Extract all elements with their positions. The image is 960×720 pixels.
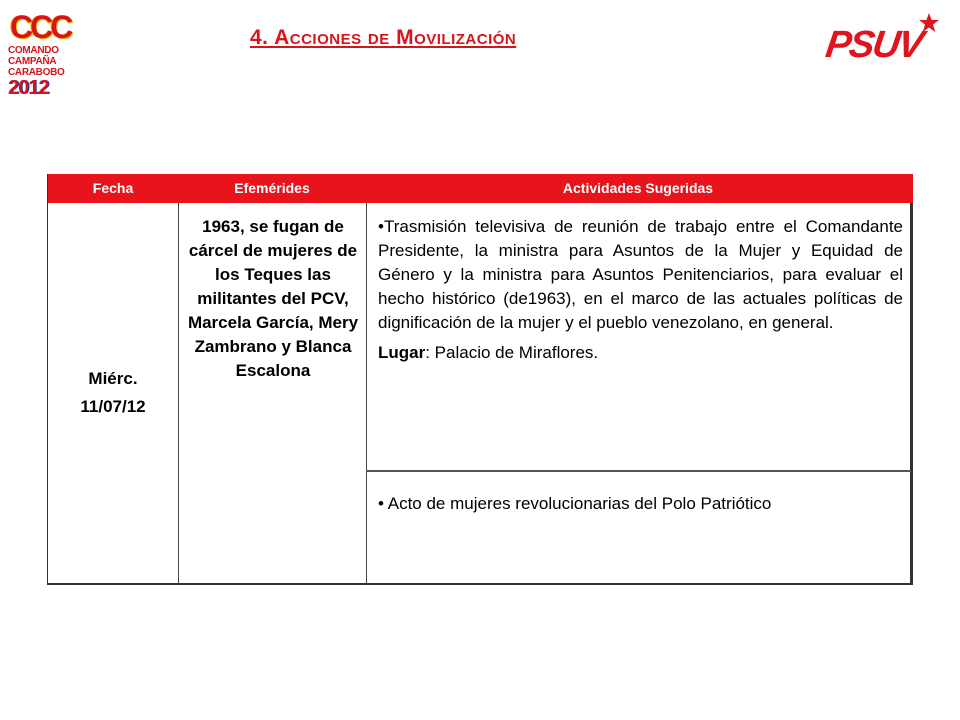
- psuv-logo: [823, 12, 946, 66]
- column-divider: [366, 203, 367, 583]
- psuv-logo-text: PSUV: [823, 24, 925, 66]
- fecha-date: 11/07/12: [80, 397, 146, 416]
- activity-1-text: •Trasmisión televisiva de reunión de trabajo entre el Comandante Presidente, la ministra para Asuntos de la Mujer y Equidad de Género y la ministra para Asuntos Penitenciarios, para evaluar el hecho histórico (de1963), en el marco de las actuales políticas de dignificación de la mujer y el pueblo venezolano, en general.: [378, 217, 903, 332]
- table-header: [48, 174, 913, 203]
- header-actividades: Actividades Sugeridas: [562, 180, 714, 196]
- row-divider: [366, 470, 911, 472]
- activity-cell-1: [378, 215, 903, 365]
- lugar-value: : Palacio de Miraflores.: [425, 343, 599, 362]
- ccc-logo-line-1: COMANDO: [8, 45, 59, 56]
- activity-2-text: • Acto de mujeres revolucionarias del Polo Patriótico: [378, 494, 772, 513]
- ccc-logo-mark: CCC: [10, 9, 71, 45]
- bullet: •: [378, 494, 384, 513]
- efemerides-cell: 1963, se fugan de cárcel de mujeres de los Teques las militantes del PCV, Marcela García, Mery Zambrano y Blanca Escalona: [187, 217, 359, 380]
- ccc-logo-year: 2012: [8, 77, 49, 99]
- lugar-label: Lugar: [378, 343, 426, 362]
- star-icon: [918, 12, 940, 34]
- activity-cell-2: [378, 492, 903, 516]
- ccc-logo: [6, 9, 84, 99]
- header-efemerides: Efemérides: [234, 180, 310, 196]
- fecha-day: Miérc.: [88, 369, 138, 388]
- activity-1-lugar: [378, 341, 903, 365]
- column-divider: [178, 203, 179, 583]
- ccc-logo-line-2: CAMPAÑA: [8, 56, 57, 67]
- bullet: •: [378, 217, 384, 236]
- ccc-logo-line-3: CARABOBO: [8, 67, 65, 78]
- page-title: 4. Acciones de Movilización: [250, 26, 517, 49]
- activities-table: [47, 174, 913, 585]
- header-fecha: Fecha: [92, 180, 134, 196]
- fecha-cell: [48, 203, 178, 583]
